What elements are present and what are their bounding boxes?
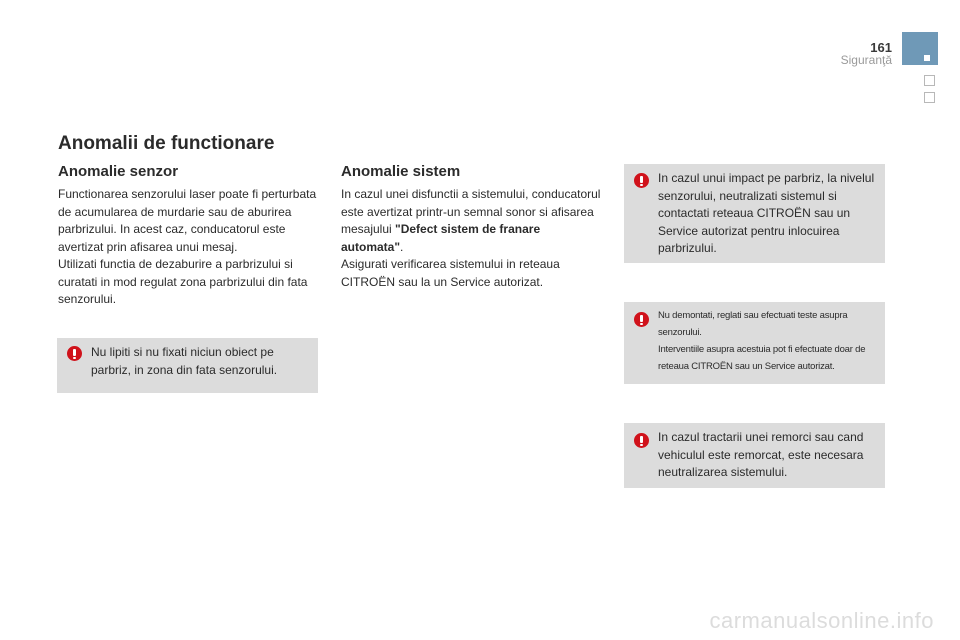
sensor-warning-box — [57, 338, 318, 393]
warning-icon — [67, 346, 82, 361]
system-paragraph-2: Asigurati verificarea sistemului in reteaua CITROËN sau la un Service autorizat. — [341, 257, 560, 289]
warning-icon — [634, 433, 649, 448]
impact-warning-box — [624, 164, 885, 263]
impact-warning-text: In cazul unui impact pe parbriz, la nivelul senzorului, neutralizati sistemul si contactati reteaua CITROËN sau un Service autorizat pentru inlocuirea parbrizului. — [658, 171, 875, 255]
service-warning-box — [624, 302, 885, 384]
section-name: Siguranţă — [840, 53, 892, 67]
system-heading: Anomalie sistem — [341, 163, 461, 180]
service-warning-text — [658, 307, 878, 375]
service-warning-line-2: Interventiile asupra acestuia pot fi efectuate doar de reteaua CITROËN sau un Service autorizat. — [658, 344, 866, 372]
service-warning-line-1: Nu demontati, reglati sau efectuati teste asupra senzorului. — [658, 310, 848, 338]
page-number: 161 — [870, 40, 892, 55]
page-title: Anomalii de functionare — [58, 133, 275, 154]
warning-icon — [634, 173, 649, 188]
warning-icon — [634, 312, 649, 327]
sensor-description — [58, 186, 320, 309]
section-tab-active — [902, 32, 938, 65]
towing-warning-box — [624, 423, 885, 488]
towing-warning-text: In cazul tractarii unei remorci sau cand vehiculul este remorcat, este necesara neutralizarea sistemului. — [658, 430, 864, 479]
sensor-paragraph-2: Utilizati functia de dezaburire a parbrizului si curatati in mod regulat zona parbrizului din fata senzorului. — [58, 257, 308, 306]
watermark: carmanualsonline.info — [709, 608, 934, 633]
section-tab-empty — [924, 75, 935, 86]
sensor-warning-text: Nu lipiti si nu fixati niciun obiect pe parbriz, in zona din fata senzorului. — [91, 345, 278, 377]
sensor-heading: Anomalie senzor — [58, 163, 179, 180]
section-tab-empty — [924, 92, 935, 103]
system-paragraph-1: In cazul unei disfunctii a sistemului, conducatorul este avertizat printr-un semnal sonor si afisarea mesajului "Defect sistem de franare automata". — [341, 187, 601, 254]
tab-square-icon — [924, 55, 930, 61]
sensor-paragraph-1: Functionarea senzorului laser poate fi perturbata de acumularea de murdarie sau de aburirea parbrizului. In acest caz, conducatorul este avertizat prin afisarea unui mesaj. — [58, 187, 317, 254]
system-description — [341, 186, 603, 291]
system-message: "Defect sistem de franare automata" — [341, 222, 541, 254]
